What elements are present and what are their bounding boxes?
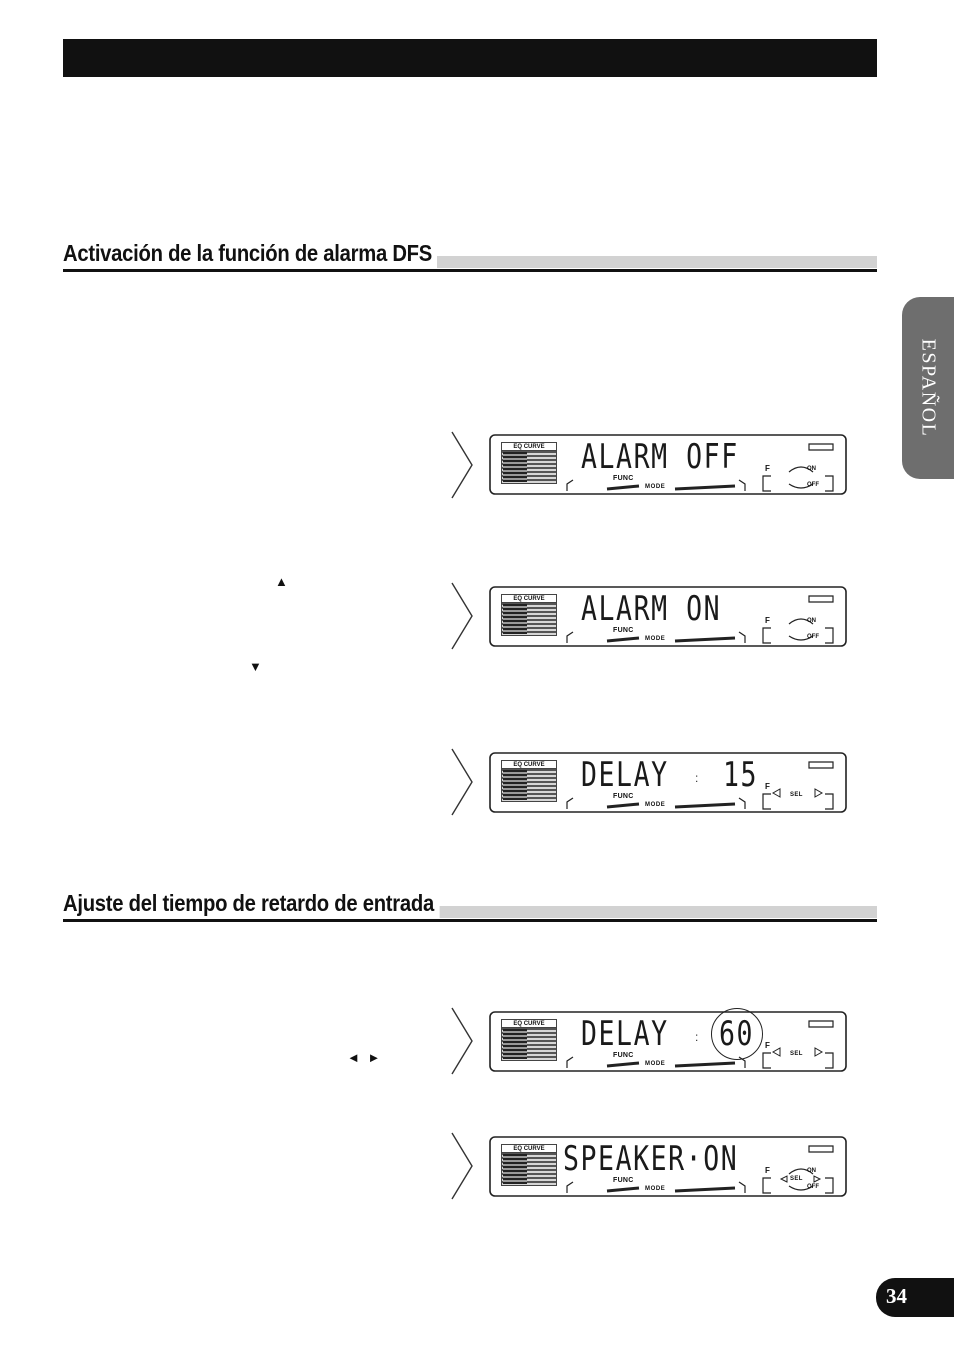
language-tab <box>902 297 954 479</box>
func-label: FUNC <box>613 793 634 800</box>
up-arrow-icon: ▲ <box>275 574 288 589</box>
lcd-display-alarm-off <box>489 434 847 495</box>
eq-curve-label: EQ CURVE <box>501 760 557 768</box>
eq-bars-icon <box>501 602 557 636</box>
step-chevron-icon <box>450 431 474 499</box>
header-bar <box>63 39 877 77</box>
eq-curve-indicator <box>501 1144 557 1190</box>
lcd-main-text: ALARM ON <box>581 589 722 629</box>
eq-curve-label: EQ CURVE <box>501 1144 557 1152</box>
f-label: F <box>765 464 770 473</box>
section-heading-alarm <box>63 238 877 272</box>
mode-label: MODE <box>645 802 666 808</box>
off-label: OFF <box>807 1184 819 1190</box>
func-label: FUNC <box>613 475 634 482</box>
f-label: F <box>765 1166 770 1175</box>
f-label: F <box>765 782 770 791</box>
lcd-display-alarm-on <box>489 586 847 647</box>
eq-curve-indicator <box>501 442 557 488</box>
lcd-main-text: ALARM OFF <box>581 437 739 477</box>
language-tab-label: ESPAÑOL <box>917 338 940 438</box>
eq-curve-indicator <box>501 594 557 640</box>
mode-label: MODE <box>645 1186 666 1192</box>
sel-label: SEL <box>790 1176 803 1182</box>
mode-label: MODE <box>645 484 666 490</box>
eq-bars-icon <box>501 768 557 802</box>
lcd-main-text: SPEAKER·ON <box>563 1139 739 1179</box>
step-chevron-icon <box>450 748 474 816</box>
sel-label: SEL <box>790 1051 803 1057</box>
eq-curve-label: EQ CURVE <box>501 442 557 450</box>
off-label: OFF <box>807 634 819 640</box>
eq-curve-indicator <box>501 1019 557 1065</box>
eq-curve-indicator <box>501 760 557 806</box>
page-number-tab <box>876 1278 954 1317</box>
eq-curve-label: EQ CURVE <box>501 1019 557 1027</box>
lcd-value: 60 <box>719 1014 755 1054</box>
lcd-value: 15 <box>723 755 759 795</box>
section-title: Activación de la función de alarma DFS <box>63 238 437 268</box>
lcd-main-text: DELAY <box>581 755 669 795</box>
step-chevron-icon <box>450 1007 474 1075</box>
step-chevron-icon <box>450 582 474 650</box>
func-label: FUNC <box>613 1052 634 1059</box>
func-label: FUNC <box>613 1177 634 1184</box>
eq-bars-icon <box>501 1027 557 1061</box>
lcd-display-delay-60 <box>489 1011 847 1072</box>
f-label: F <box>765 1041 770 1050</box>
on-label: ON <box>807 1168 816 1174</box>
sel-label: SEL <box>790 792 803 798</box>
off-label: OFF <box>807 482 819 488</box>
heading-rule-dark <box>63 919 877 922</box>
heading-rule-dark <box>63 269 877 272</box>
lcd-display-delay-15 <box>489 752 847 813</box>
lcd-colon: : <box>695 1030 699 1044</box>
eq-curve-label: EQ CURVE <box>501 594 557 602</box>
down-arrow-icon: ▼ <box>249 659 262 674</box>
page-number: 34 <box>886 1284 907 1308</box>
eq-bars-icon <box>501 1152 557 1186</box>
step-chevron-icon <box>450 1132 474 1200</box>
highlight-circle <box>711 1008 763 1060</box>
eq-bars-icon <box>501 450 557 484</box>
mode-label: MODE <box>645 1061 666 1067</box>
mode-label: MODE <box>645 636 666 642</box>
on-label: ON <box>807 466 816 472</box>
func-label: FUNC <box>613 627 634 634</box>
lcd-display-speaker-on <box>489 1136 847 1197</box>
f-label: F <box>765 616 770 625</box>
on-label: ON <box>807 618 816 624</box>
lcd-main-text: DELAY <box>581 1014 669 1054</box>
section-heading-delay <box>63 888 877 922</box>
lcd-colon: : <box>695 771 699 785</box>
section-title: Ajuste del tiempo de retardo de entrada <box>63 888 439 918</box>
left-right-arrow-icon: ◄ ► <box>347 1050 383 1065</box>
